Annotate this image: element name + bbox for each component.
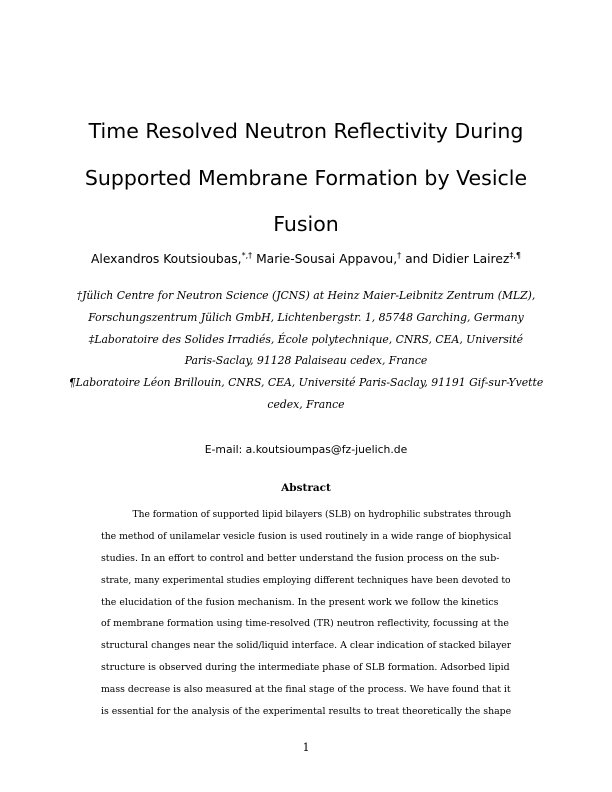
abstract-line: structural changes near the solid/liquid interface. A clear indication of stacked bilayer	[101, 640, 511, 652]
author-name: Alexandros Koutsioubas,	[90, 252, 242, 266]
page-number: 1	[302, 741, 310, 754]
affiliation-line: cedex, France	[267, 397, 345, 411]
title-line: Fusion	[273, 212, 339, 236]
author-marks: *,†	[241, 251, 253, 260]
title-line: Time Resolved Neutron Reflectivity During	[88, 119, 524, 143]
abstract-line: The formation of supported lipid bilayers (SLB) on hydrophilic substrates through	[132, 509, 511, 520]
abstract-heading: Abstract	[281, 482, 331, 494]
affiliation-line: Paris-Saclay, 91128 Palaiseau cedex, France	[184, 354, 428, 368]
affiliation-line: ‡Laboratoire des Solides Irradiés, École polytechnique, CNRS, CEA, Université	[88, 332, 524, 346]
abstract-line: studies. In an effort to control and better understand the fusion process on the sub-	[101, 552, 500, 564]
abstract-line: mass decrease is also measured at the final stage of the process. We have found that it	[101, 684, 511, 696]
author-marks: ‡,¶	[509, 251, 521, 260]
author-marks: †	[397, 251, 402, 260]
abstract-line: the elucidation of the fusion mechanism. In the present work we follow the kinetics	[101, 596, 499, 608]
paper-title	[60, 108, 552, 248]
abstract-line: structure is observed during the intermediate phase of SLB formation. Adsorbed lipid	[101, 662, 510, 674]
affiliations	[60, 285, 552, 416]
author-name: Marie-Sousai Appavou,	[256, 252, 398, 266]
abstract-line: of membrane formation using time-resolved (TR) neutron reflectivity, focussing at the	[101, 618, 509, 630]
abstract-line: the method of unilamelar vesicle fusion is used routinely in a wide range of biophysical	[101, 530, 511, 542]
affiliation-line: †Jülich Centre for Neutron Science (JCNS) at Heinz Maier-Leibnitz Zentrum (MLZ),	[76, 289, 536, 302]
author-name: and Didier Lairez	[405, 252, 510, 266]
title-line: Supported Membrane Formation by Vesicle	[84, 165, 528, 190]
affiliation-line: ¶Laboratoire Léon Brillouin, CNRS, CEA, Université Paris-Saclay, 91191 Gif-sur-Yvette	[68, 376, 544, 390]
author-list	[40, 249, 572, 269]
contact-email: E-mail: a.koutsioumpas@fz-juelich.de	[204, 443, 408, 456]
affiliation-line: Forschungszentrum Jülich GmbH, Lichtenbergstr. 1, 85748 Garching, Germany	[88, 310, 524, 324]
abstract-line: strate, many experimental studies employing different techniques have been devoted to	[101, 574, 511, 586]
abstract-body	[101, 504, 511, 723]
abstract-line: is essential for the analysis of the experimental results to treat theoretically the shape	[101, 706, 511, 718]
